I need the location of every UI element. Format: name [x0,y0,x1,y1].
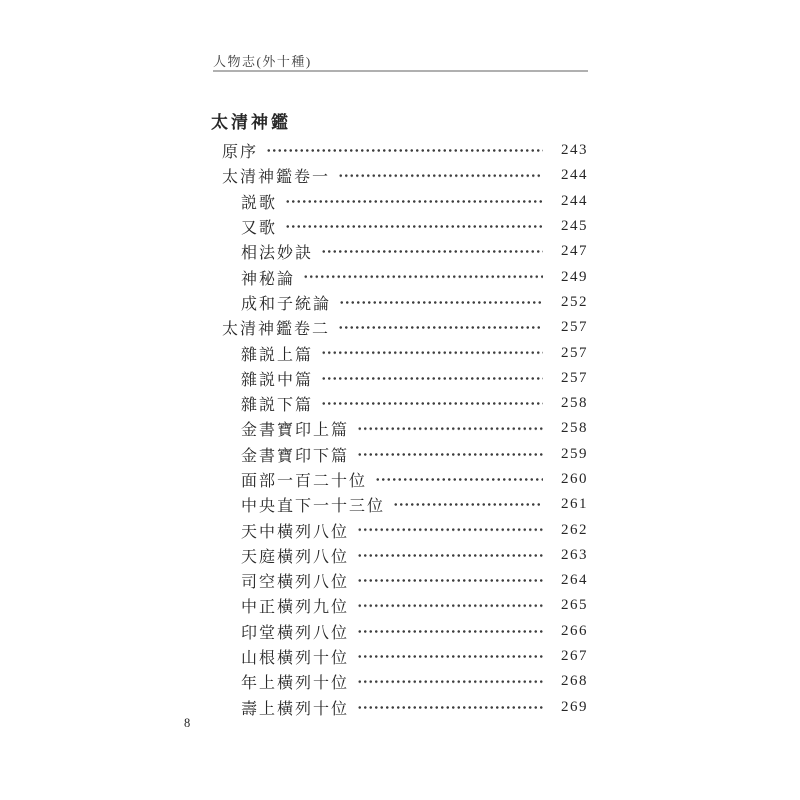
toc-entry-label: 雜説下篇 [241,397,314,415]
toc-entry [213,214,588,239]
toc-entry-label: 天庭橫列八位 [241,548,350,566]
toc-entry-page-number: 243 [561,142,588,159]
toc-entry-label: 金書寶印上篇 [241,422,350,440]
toc-entry-label: 面部一百二十位 [241,473,368,490]
toc-entry [213,467,588,492]
toc-entry [213,543,588,568]
dot-leader [321,340,543,365]
toc-entry [213,315,588,340]
toc-entry-page-number: 245 [561,218,588,235]
toc-entry-page-number: 263 [561,546,588,563]
toc-entry-page-number: 257 [561,369,588,386]
toc-entry [213,568,588,593]
toc-entry [213,391,588,416]
dot-leader [321,391,543,416]
dot-leader [357,517,543,542]
toc-entry-label: 天中橫列八位 [241,523,350,541]
toc-entry [213,416,588,441]
toc-entry-label: 雜説中篇 [241,371,314,389]
toc-entry-label: 年上橫列十位 [241,675,350,693]
dot-leader [338,315,543,340]
dot-leader [285,214,543,239]
toc-entry [213,492,588,517]
toc-entry [213,644,588,669]
toc-entry-page-number: 261 [561,496,588,513]
toc-entry [213,264,588,289]
toc-entry-page-number: 259 [561,445,588,462]
toc-entry-page-number: 260 [561,471,588,487]
section-title: 太清神鑑 [211,113,291,132]
dot-leader [321,366,543,391]
running-header: 人物志(外十種) [213,54,312,69]
toc-entry [213,340,588,365]
dot-leader [321,239,543,264]
toc-entry-label: 相法妙訣 [241,245,314,263]
dot-leader [357,619,543,644]
toc-entry-label: 中正橫列九位 [241,599,350,617]
folio-page-number: 8 [184,716,191,730]
toc-entry-label: 司空橫列八位 [241,574,350,592]
dot-leader [338,163,543,188]
toc-entry [213,517,588,542]
dot-leader [357,568,543,593]
toc-entry-page-number: 244 [561,192,588,209]
toc-entry-page-number: 249 [561,268,588,285]
dot-leader [375,467,543,492]
toc-entry-label: 壽上橫列十位 [241,700,350,718]
toc-entry-label: 又歌 [241,220,278,238]
toc-entry-label: 雜説上篇 [241,346,314,364]
toc-entry-page-number: 264 [561,572,588,589]
toc-entry-page-number: 252 [561,293,588,310]
toc-entry-page-number: 258 [561,395,588,412]
dot-leader [266,138,543,163]
toc-list [213,138,588,720]
toc-entry-page-number: 247 [561,243,588,260]
dot-leader [357,669,543,694]
toc-entry-label: 中央直下一十三位 [241,498,386,516]
toc-entry-page-number: 257 [561,319,588,336]
toc-entry-page-number: 244 [561,167,588,184]
toc-entry [213,593,588,618]
toc-entry-page-number: 268 [561,673,588,690]
dot-leader [357,644,543,669]
toc-entry-label: 説歌 [241,194,278,212]
dot-leader [357,442,543,467]
toc-entry-label: 太清神鑑卷二 [222,321,331,339]
toc-entry-page-number: 265 [561,597,588,614]
toc-entry-label: 山根橫列十位 [241,650,350,668]
toc-entry [213,239,588,264]
dot-leader [393,492,543,517]
toc-entry-label: 金書寶印下篇 [241,447,350,465]
toc-entry [213,695,588,720]
header-rule [213,70,588,72]
toc-entry-page-number: 269 [561,698,588,715]
dot-leader [357,416,543,441]
toc-entry-label: 印堂橫列八位 [241,624,350,642]
toc-entry [213,669,588,694]
toc-entry [213,442,588,467]
toc-entry-page-number: 262 [561,521,588,538]
toc-entry-page-number: 257 [561,344,588,361]
dot-leader [339,290,543,315]
dot-leader [357,593,543,618]
dot-leader [357,543,543,568]
dot-leader [285,189,543,214]
dot-leader [357,695,543,720]
toc-entry [213,619,588,644]
toc-entry-page-number: 258 [561,420,588,437]
toc-entry-label: 太清神鑑卷一 [222,169,331,187]
toc-entry [213,138,588,163]
toc-entry-page-number: 267 [561,648,588,665]
toc-entry-label: 成和子統論 [241,295,332,313]
toc-entry [213,189,588,214]
toc-entry [213,163,588,188]
dot-leader [303,264,543,289]
toc-entry-label: 原序 [222,144,259,162]
toc-entry-label: 神秘論 [241,270,296,288]
toc-entry [213,366,588,391]
toc-entry [213,290,588,315]
toc-entry-page-number: 266 [561,622,588,639]
